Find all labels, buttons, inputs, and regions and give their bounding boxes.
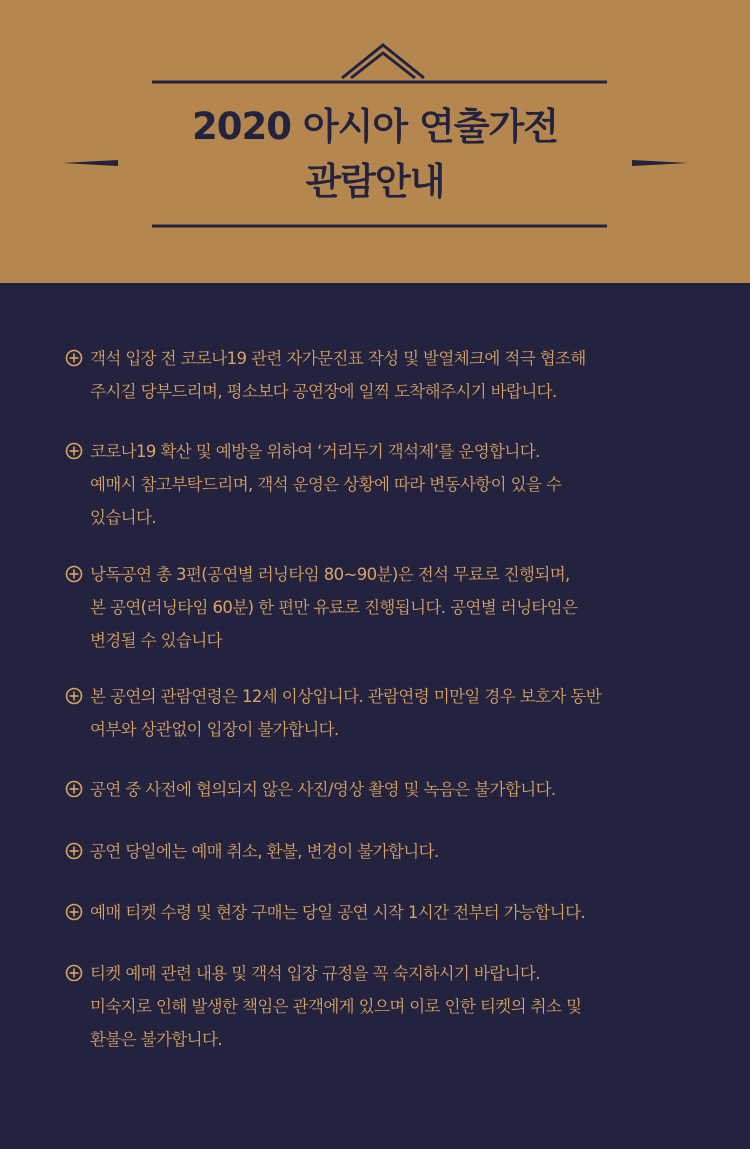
notice-line: 예매시 참고부탁드리며, 객석 운영은 상황에 따라 변동사항이 있을 수 <box>90 475 562 494</box>
notice-line: 본 공연(러닝타임 60분) 한 편만 유료로 진행됩니다. 공연별 러닝타임은 <box>90 598 578 617</box>
notice-panel <box>0 283 750 1149</box>
circle-plus-icon <box>64 896 84 929</box>
notice-line: 코로나19 확산 및 예방을 위하여 ‘거리두기 객석제’를 운영합니다. <box>64 435 704 468</box>
notice-item <box>64 835 704 868</box>
notice-line: 미숙지로 인해 발생한 책임은 관객에게 있으며 이로 인한 티켓의 취소 및 <box>90 997 582 1016</box>
notice-line: 주시길 당부드리며, 평소보다 공연장에 일찍 도착해주시기 바랍니다. <box>90 382 557 401</box>
circle-plus-icon <box>64 342 84 375</box>
notice-line: 변경될 수 있습니다 <box>90 631 223 650</box>
notice-item <box>64 435 704 534</box>
notice-line: 티켓 예매 관련 내용 및 객석 입장 규정을 꼭 숙지하시기 바랍니다. <box>64 957 704 990</box>
page-title-line1: 2020 아시아 연출가전 <box>192 105 558 148</box>
notice-line: 낭독공연 총 3편(공연별 러닝타임 80~90분)은 전석 무료로 진행되며, <box>64 558 704 591</box>
circle-plus-icon <box>64 835 84 868</box>
notice-item <box>64 680 704 746</box>
notice-line: 예매 티켓 수령 및 현장 구매는 당일 공연 시작 1시간 전부터 가능합니다. <box>64 896 704 929</box>
circle-plus-icon <box>64 680 84 713</box>
circle-plus-icon <box>64 558 84 591</box>
page-title-line2: 관람안내 <box>305 160 445 203</box>
notice-line: 객석 입장 전 코로나19 관련 자가문진표 작성 및 발열체크에 적극 협조해 <box>64 342 704 375</box>
notice-line: 본 공연의 관람연령은 12세 이상입니다. 관람연령 미만일 경우 보호자 동반 <box>64 680 704 713</box>
notice-line: 환불은 불가합니다. <box>90 1030 223 1049</box>
notice-line: 공연 당일에는 예매 취소, 환불, 변경이 불가합니다. <box>64 835 704 868</box>
circle-plus-icon <box>64 435 84 468</box>
circle-plus-icon <box>64 957 84 990</box>
notice-item <box>64 558 704 657</box>
notice-item <box>64 957 704 1056</box>
notice-item <box>64 342 704 408</box>
notice-item <box>64 773 704 806</box>
circle-plus-icon <box>64 773 84 806</box>
notice-line: 있습니다. <box>90 508 157 527</box>
notice-item <box>64 896 704 929</box>
header-banner <box>0 0 750 283</box>
notice-line: 공연 중 사전에 협의되지 않은 사진/영상 촬영 및 녹음은 불가합니다. <box>64 773 704 806</box>
notice-line: 여부와 상관없이 입장이 불가합니다. <box>90 720 339 739</box>
